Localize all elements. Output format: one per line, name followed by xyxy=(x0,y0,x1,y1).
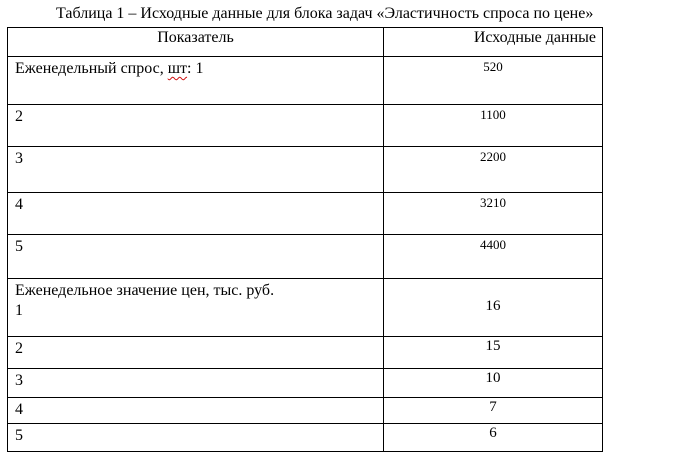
value-cell: 3210 xyxy=(384,193,603,235)
price-label: Еженедельное значение цен, тыс. руб. xyxy=(15,282,275,299)
value-cell: 7 xyxy=(384,398,603,424)
value-cell: 1100 xyxy=(384,105,603,147)
value-cell: 15 xyxy=(384,337,603,369)
demand-unit-spellcheck: шт xyxy=(167,60,188,77)
row-label: 5 xyxy=(8,235,384,279)
table-row xyxy=(8,105,603,147)
row-label: 3 xyxy=(8,147,384,193)
value-cell: 2200 xyxy=(384,147,603,193)
value-cell: 6 xyxy=(384,424,603,452)
row-label: 2 xyxy=(8,337,384,369)
value-cell: 4400 xyxy=(384,235,603,279)
demand-label-prefix: Еженедельный спрос, xyxy=(15,60,168,77)
table-row xyxy=(8,398,603,424)
demand-label-suffix: : 1 xyxy=(187,60,204,77)
table-row xyxy=(8,369,603,398)
value-cell: 10 xyxy=(384,369,603,398)
price-label-cell xyxy=(8,279,384,337)
header-parameter: Показатель xyxy=(8,28,384,57)
table-caption: Таблица 1 – Исходные данные для блока задач «Эластичность спроса по цене» xyxy=(56,5,594,22)
row-label: 5 xyxy=(8,424,384,452)
value-cell: 520 xyxy=(384,57,603,105)
table-row xyxy=(8,235,603,279)
demand-label-cell xyxy=(8,57,384,105)
table-row xyxy=(8,279,603,337)
value-cell: 16 xyxy=(384,279,603,337)
row-label: 2 xyxy=(8,105,384,147)
table-row xyxy=(8,424,603,452)
table-row xyxy=(8,147,603,193)
row-label: 3 xyxy=(8,369,384,398)
source-data-table xyxy=(7,27,603,452)
row-label: 4 xyxy=(8,398,384,424)
table-row xyxy=(8,57,603,105)
row-label: 1 xyxy=(15,302,23,319)
table-row xyxy=(8,337,603,369)
table-header-row xyxy=(8,28,603,57)
table-row xyxy=(8,193,603,235)
header-source-data: Исходные данные xyxy=(384,28,603,57)
row-label: 4 xyxy=(8,193,384,235)
